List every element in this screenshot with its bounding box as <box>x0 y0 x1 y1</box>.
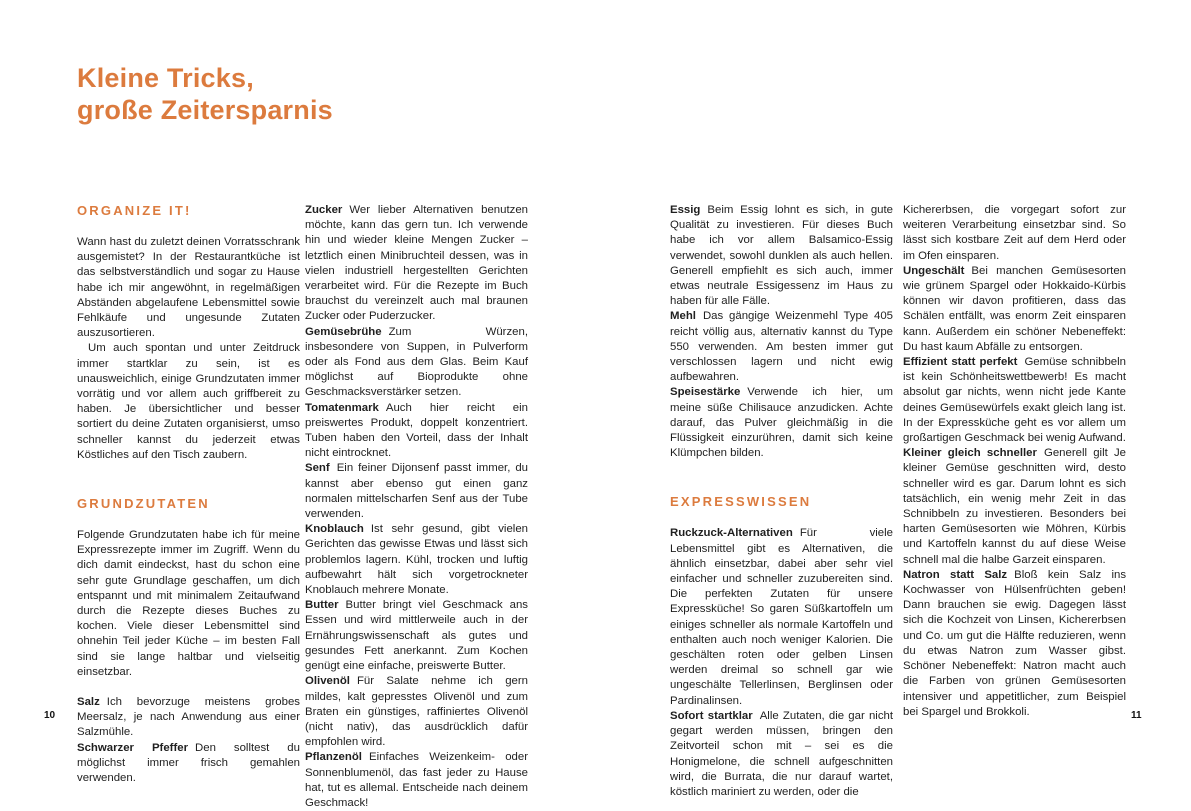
entry-term: Natron statt Salz <box>903 568 1008 581</box>
page-number-right: 11 <box>1131 710 1142 721</box>
ingredient-entry-gemuesebruehe <box>305 325 528 401</box>
entry-term: Senf <box>305 462 330 475</box>
entry-text: Ich bevorzuge meistens grobes Meersalz, je nach Anwendung aus einer Salzmühle. <box>77 696 300 739</box>
entry-term: Butter <box>305 599 339 612</box>
body-paragraph-organize-1: Wann hast du zuletzt deinen Vorratsschrank ausgemistet? In der Restaurantküche ist das selbstverständlich und sogar zu Hause habe ich mir angewöhnt, in regelmäßigen Abständen abgelaufene Lebensmittel sowie Fehlkäufe und ungesunde Zutaten auszusortieren. <box>77 236 300 340</box>
entry-term: Ruckzuck-Alternativen <box>670 527 793 540</box>
ingredient-entry-speisestaerke <box>670 385 893 461</box>
entry-text: Wer lieber Alternativen benutzen möchte, kann das gern tun. Ich verwende hin und wieder kleine Mengen Zucker – letztlich einen Minibruchteil dessen, was in vielen industriell hergestellten Gerichten verarbeitet wird. Für die Rezepte im Buch brauchst du vereinzelt auch mal braunen Zucker oder Puderzucker. <box>305 204 528 323</box>
entry-term: Gemüsebrühe <box>305 325 382 338</box>
column-2 <box>305 203 528 811</box>
page-number-left: 10 <box>44 710 56 721</box>
entry-term: Salz <box>77 696 100 709</box>
entry-term: Speisestärke <box>670 386 741 399</box>
entry-text: Generell gilt Je kleiner Gemüse geschnitten wird, desto schneller wird es gar. Darum lohnt es sich tatsächlich, ein wenig mehr Zeit in das Schnibbeln zu investieren. Besonders bei harten Gemüsesorten wie Möhren, Kürbis und Kartoffeln kannst du auf diese Weise schnell mal die halbe Garzeit einsparen. <box>903 447 1126 566</box>
ingredient-entry-essig <box>670 203 893 309</box>
ingredient-entry-mehl <box>670 309 893 385</box>
entry-text: Butter bringt viel Geschmack ans Essen und wird mittlerweile auch in der Ernährungswissenschaft als gutes und gesundes Fett anerkannt. Zum Kochen genügt eine einfache, preiswerte Butter. <box>305 599 528 673</box>
ingredient-entry-salz <box>77 695 300 741</box>
ingredient-entry-pflanzenoel <box>305 750 528 811</box>
entry-term: Schwarzer Pfeffer <box>77 741 189 754</box>
section-heading-organize-it: ORGANIZE IT! <box>77 203 192 218</box>
entry-text: Alle Zutaten, die gar nicht gegart werden müssen, bringen den Zeitvorteil schon mit – sei es die Honigmelone, die schnell aufgeschnitten wird, die Burrata, die nur darauf wartet, köstlich mariniert zu werden, oder die <box>670 709 894 798</box>
ingredient-entry-zucker <box>305 203 528 325</box>
entry-text: Auch hier reicht ein preiswertes Produkt, doppelt konzentriert. Tuben haben den Vorteil, dass der Inhalt nicht eintrocknet. <box>305 401 528 460</box>
tip-entry-kleiner-gleich-schneller <box>903 446 1126 568</box>
title-line-1: Kleine Tricks, <box>77 63 254 93</box>
column-1 <box>77 203 300 786</box>
entry-term: Mehl <box>670 310 696 323</box>
ingredient-entry-olivenoel <box>305 674 528 750</box>
entry-continuation: Kichererbsen, die vorgegart sofort zur weiteren Verarbeitung einsetzbar sind. So lässt sich kostbare Zeit auf dem Herd oder im Ofen einsparen. <box>903 204 1126 262</box>
column-3 <box>670 203 893 800</box>
column-4 <box>903 203 1126 720</box>
section-heading-grundzutaten: GRUNDZUTATEN <box>77 496 210 512</box>
entry-text: Den solltest du möglichst immer frisch gemahlen verwenden. <box>77 741 300 785</box>
section-heading-expresswissen: EXPRESSWISSEN <box>670 494 812 510</box>
tip-entry-ungeschaelt <box>903 264 1126 355</box>
tip-entry-natron-statt-salz <box>903 568 1126 720</box>
entry-text: Ist sehr gesund, gibt vielen Gerichten das gewisse Etwas und lässt sich problemlos lagern. Kühl, trocken und luftig aufbewahrt hält sich vorgetrockneter Knoblauch mehrere Monate. <box>305 523 528 597</box>
ingredient-entry-senf <box>305 461 528 522</box>
entry-text: Verwende ich hier, um meine süße Chilisauce anzudicken. Achte darauf, das Pulver gleichmäßig in die Flüssigkeit einzurühren, damit sich keine Klümpchen bilden. <box>670 386 893 460</box>
entry-text: Einfaches Weizenkeim- oder Sonnenblumenöl, das fast jeder zu Hause hat, tut es allemal. Entscheide nach deinem Geschmack! <box>305 751 528 809</box>
entry-term: Effizient statt perfekt <box>903 356 1018 369</box>
entry-text: Gemüse schnibbeln ist kein Schönheitswettbewerb! Es macht absolut gar nichts, wenn nicht jede Kante deines Gemüsewürfels exakt gleich lang ist. In der Expressküche geht es vor allem um großartigen Geschmack bei wenig Aufwand. <box>903 356 1126 445</box>
ingredient-entry-butter <box>305 598 528 674</box>
tip-entry-sofort-startklar <box>670 709 893 800</box>
tip-entry-effizient-statt-perfekt <box>903 355 1126 446</box>
entry-term: Knoblauch <box>305 523 364 536</box>
entry-text: Beim Essig lohnt es sich, in gute Qualität zu investieren. Für dieses Buch habe ich vor allem Balsamico-Essig verwendet, sowohl dunklen als auch hellen. Generell empfiehlt es sich auch, immer etwas neutrale Essigessenz im Haus zu haben für alle Fälle. <box>670 204 893 308</box>
page-title <box>77 62 333 126</box>
entry-text: Bei manchen Gemüsesorten wie grünem Spargel oder Hokkaido-Kürbis können wir davon profitieren, dass das Schälen entfällt, was enorm Zeit einsparen kann. Außerdem ein schöner Nebeneffekt: Du hast kaum Abfälle zu entsorgen. <box>903 264 1126 353</box>
entry-term: Ungeschält <box>903 264 965 277</box>
ingredient-entries-group <box>77 695 300 786</box>
entry-term: Zucker <box>305 204 343 216</box>
entry-term: Kleiner gleich schneller <box>903 447 1037 460</box>
entry-text: Zum Würzen, insbesondere von Suppen, in Pulverform oder als Fond aus dem Glas. Beim Kauf möglichst auf Bioprodukte ohne Geschmacksverstärker setzen. <box>305 325 528 399</box>
entry-text: Für viele Lebensmittel gibt es Alternativen, die ähnlich einsetzbar, dabei aber sehr viel einfacher und schneller zuzubereiten sind. Die perfekten Zutaten für unsere Expressküche! So garen Süßkartoffeln um einiges schneller als normale Kartoffeln und enthalten auch noch weniger Kalorien. Die geschälten roten oder gelben Linsen werden dreimal so schnell gar wie ungeschälte Tellerlinsen, Berglinsen oder Pardinalinsen. <box>670 527 893 707</box>
entry-text: Bloß kein Salz ins Kochwasser von Hülsenfrüchten geben! Dann brauchen sie ewig. Dagegen lässt sich die Kochzeit von Linsen, Kichererbsen und Co. um gut die Hälfte reduzieren, wenn du etwas Natron zum Wasser gibst. Schöner Nebeneffekt: Natron macht auch die Farben von grünen Gemüsesorten intensiver und appetitlicher, zum Beispiel bei Spargel und Brokkoli. <box>903 568 1127 718</box>
entry-term: Olivenöl <box>305 675 350 688</box>
body-paragraph-grundzutaten-intro: Folgende Grundzutaten habe ich für meine Expressrezepte immer im Zugriff. Wenn du dich damit eindeckst, hast du schon eine sehr gute Grundlage geschaffen, um dich entspannt und mit minimalem Zeitaufwand durch die Rezepte dieses Buches zu kochen. Viele dieser Lebensmittel sind ohnehin Teil jeder Küche – im besten Fall sind sie lange haltbar und vielseitig einsetzbar. <box>77 529 300 678</box>
entry-term: Pflanzenöl <box>305 751 362 764</box>
title-line-2: große Zeitersparnis <box>77 95 333 125</box>
body-paragraph-organize-2: Um auch spontan und unter Zeitdruck immer startklar zu sein, ist es unausweichlich, einige Grundzutaten immer vorrätig und vor allem auch griffbereit zu haben. Je übersichtlicher und besser sortiert du deine Zutaten organisierst, umso schneller kannst du jederzeit etwas Köstliches auf den Tisch zaubern. <box>77 342 300 461</box>
entry-text: Für Salate nehme ich gern mildes, kalt gepresstes Olivenöl und zum Braten ein günstiges, raffiniertes Olivenöl (nicht nativ), das ausdrücklich dafür empfohlen wird. <box>305 675 528 749</box>
ingredient-entry-knoblauch <box>305 522 528 598</box>
entry-term: Essig <box>670 204 701 216</box>
ingredient-entry-tomatenmark <box>305 401 528 462</box>
entry-text: Ein feiner Dijonsenf passt immer, du kannst aber ebenso gut einen ganz normalen mittelscharfen Senf aus der Tube verwenden. <box>305 462 528 521</box>
tip-entry-ruckzuck-alternativen <box>670 526 893 708</box>
entry-term: Tomatenmark <box>305 401 379 414</box>
entry-term: Sofort startklar <box>670 709 753 722</box>
ingredient-entry-schwarzer-pfeffer <box>77 741 300 787</box>
entry-text: Das gängige Weizenmehl Type 405 reicht völlig aus, alternativ kannst du Type 550 verwenden. Am besten immer gut verschlossen lagern und nicht ewig aufbewahren. <box>670 310 893 384</box>
